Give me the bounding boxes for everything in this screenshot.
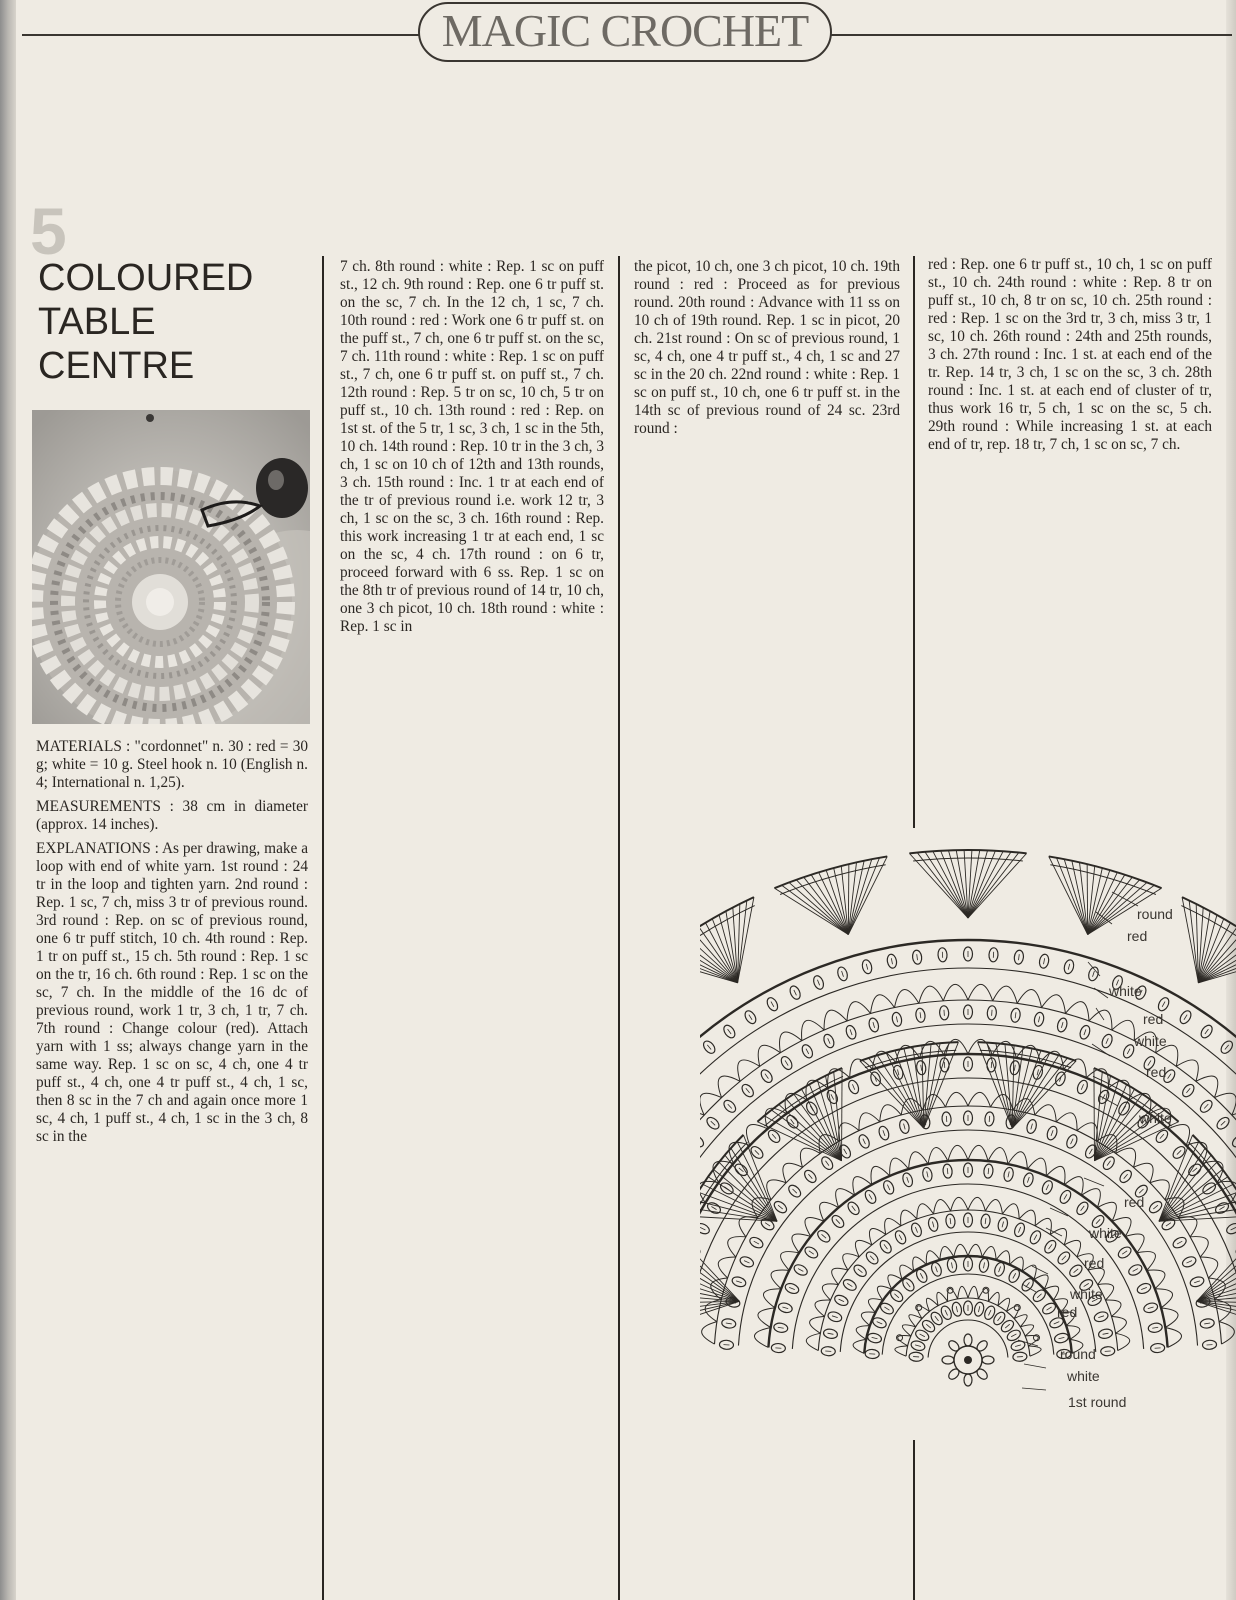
title-line-1: COLOURED bbox=[38, 257, 254, 299]
doily-photo bbox=[32, 410, 310, 724]
column-3-paragraph: the picot, 10 ch, one 3 ch picot, 10 ch. 19th round : red : Proceed as for previous round. 20th round : Advance with 11 ss on 10 ch of 19th round. Rep. 1 sc in picot, 20 ch. 21st round : On sc of previous round, 1 sc, 4 ch, one 4 tr puff st., 4 ch, 1 sc and 27 sc in the 20 ch. 22nd round : white : Rep. 1 sc on puff st., 10 ch, one 6 tr puff st. in the 14th sc of previous round of 24 sc. 23rd round : bbox=[634, 258, 900, 437]
book-spine-shadow bbox=[0, 0, 16, 1600]
crochet-chart-diagram bbox=[700, 848, 1236, 1460]
column-2 bbox=[340, 258, 604, 636]
article-title bbox=[38, 256, 253, 388]
diagram-label-white: white bbox=[1089, 1225, 1122, 1241]
diagram-label-white: white bbox=[1067, 1368, 1100, 1384]
diagram-label-white: white bbox=[1109, 983, 1142, 999]
diagram-label-white: white bbox=[1070, 1286, 1103, 1302]
column-divider-3 bbox=[913, 256, 915, 828]
column-divider-2 bbox=[618, 256, 620, 1600]
title-line-2: TABLE bbox=[38, 301, 156, 343]
title-line-3: CENTRE bbox=[38, 345, 195, 387]
column-divider-3-lower bbox=[913, 1440, 915, 1600]
materials-paragraph: MATERIALS : "cordonnet" n. 30 : red = 30 g; white = 10 g. Steel hook n. 10 (English n. 4; International n. 1,25). bbox=[36, 738, 308, 791]
diagram-label-white: white bbox=[1134, 1033, 1167, 1049]
explanations-paragraph: EXPLANATIONS : As per drawing, make a loop with end of white yarn. 1st round : 24 tr in the loop and tighten yarn. 2nd round : Rep. 1 sc, 7 ch, miss 3 tr of previous round. 3rd round : Rep. on sc of previous round, one 6 tr puff stitch, 10 ch. 4th round : Rep. 1 tr on puff st., 15 ch. 5th round : Rep. 1 sc on the tr, 16 ch. 6th round : Rep. 1 sc on the sc, 7 ch. In the middle of the 16 dc of previous round, work 1 tr, 3 ch, 1 tr, 7 ch. 7th round : Change colour (red). Attach yarn with 1 ss; always change yarn in the same way. Rep. 1 sc on sc, 4 ch, one 4 tr puff st., 4 ch, one 4 tr puff st., 4 ch, 1 sc, then 8 sc in the 7 ch and again once more 1 sc, 4 ch, 1 puff st., 4 ch, 1 sc in the 3 ch, 8 sc in the bbox=[36, 840, 308, 1145]
article-number: 5 bbox=[30, 194, 67, 268]
column-3 bbox=[634, 258, 900, 438]
diagram-label-round: round bbox=[1060, 1346, 1096, 1362]
diagram-label-red: red bbox=[1143, 1011, 1164, 1027]
column-4 bbox=[928, 256, 1212, 454]
column-2-paragraph: 7 ch. 8th round : white : Rep. 1 sc on puff st., 12 ch. 9th round : Rep. one 6 tr puff st. on the sc, 7 ch. In the 12 ch, 1 sc, 7 ch. 10th round : red : Work one 6 tr puff st. on the puff st., 7 ch, one 6 tr puff st. on the sc, 7 ch. 11th round : white : Rep. 1 sc on puff st., 7 ch, one 6 tr puff st. on puff st., 7 ch. 12th round : Rep. 5 tr on sc, 10 ch, 5 tr on puff st., 10 ch. 13th round : red : Rep. on 1st st. of the 5 tr, 1 sc, 3 ch, 1 sc in the 5th, 10 ch. 14th round : Rep. 10 tr in the 3 ch, 3 ch, 1 sc on 10 ch of 12th and 13th rounds, 3 ch. 15th round : Inc. 1 tr at each end of the tr of previous round i.e. work 12 tr, 3 ch, 1 sc on the sc, 3 ch. 16th round : Rep. this work increasing 1 tr at each end, 1 sc on the sc, 4 ch. 17th round : on 6 tr, proceed forward with 6 ss. Rep. 1 sc on the 8th tr of previous round of 14 tr, 10 ch, one 3 ch picot, 10 ch. 18th round : white : Rep. 1 sc in bbox=[340, 258, 604, 635]
diagram-label-white: white bbox=[1139, 1110, 1172, 1126]
diagram-label-red: red bbox=[1124, 1194, 1145, 1210]
diagram-label-red: red bbox=[1146, 1064, 1167, 1080]
column-4-paragraph: red : Rep. one 6 tr puff st., 10 ch, 1 sc on puff st., 10 ch. 24th round : white : Rep. 8 tr on puff st., 10 ch, 8 tr on sc, 10 ch. 25th round : red : Rep. 1 sc on the 3rd tr, 3 ch, miss 3 tr, 1 sc, 10 ch. 26th round : 24th and 25th rounds, 3 ch. 27th round : Inc. 1 st. at each end of the tr. Rep. 14 tr, 3 ch, 1 sc on the sc, 3 ch. 28th round : Inc. 1 st. at each end of cluster of tr, thus work 16 tr, 5 ch, 1 sc on the sc, 5 ch. 29th round : While increasing 1 st. at each end of tr, rep. 18 tr, 7 ch, 1 sc on sc, 7 ch. bbox=[928, 256, 1212, 453]
diagram-label-1st-round: 1st round bbox=[1068, 1394, 1127, 1410]
column-1 bbox=[36, 738, 308, 1146]
magazine-title: MAGIC CROCHET bbox=[418, 2, 832, 62]
diagram-label-red: red bbox=[1057, 1304, 1078, 1320]
diagram-label-red: red bbox=[1084, 1255, 1105, 1271]
measurements-paragraph: MEASUREMENTS : 38 cm in diameter (approx. 14 inches). bbox=[36, 798, 308, 833]
diagram-label-round: round bbox=[1137, 906, 1173, 922]
column-divider-1 bbox=[322, 256, 324, 1600]
diagram-label-red: red bbox=[1127, 928, 1148, 944]
